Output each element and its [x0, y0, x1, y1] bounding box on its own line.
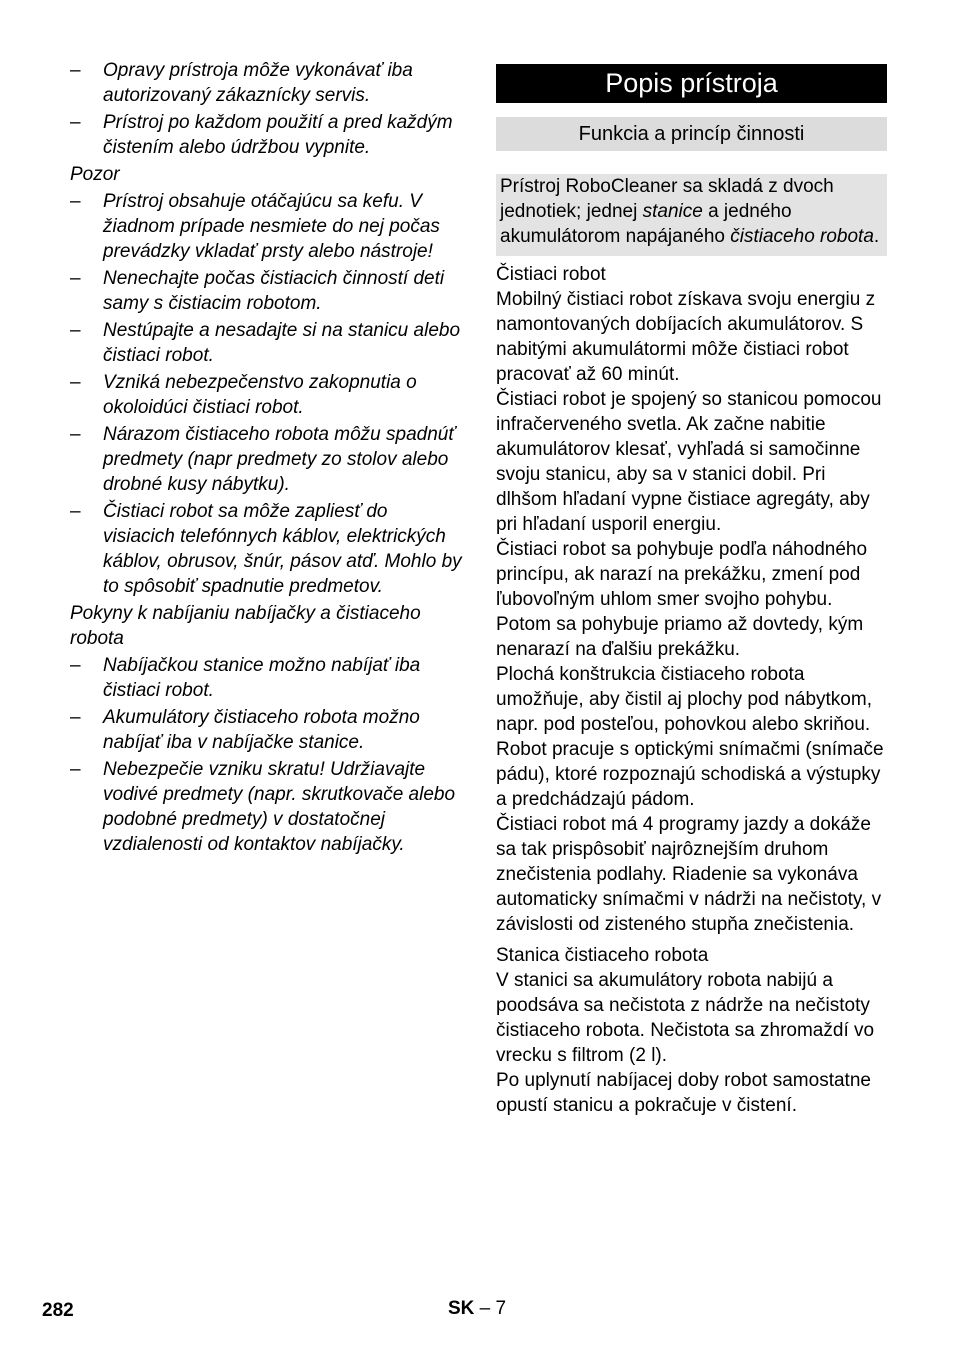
- right-column: [496, 64, 887, 1118]
- paragraph: Mobilný čistiaci robot získava svoju energiu z namontovaných dobíjacích akumulátorov. S nabitými akumulátormi môže čistiaci robot pracovať až 60 minút.: [496, 289, 876, 385]
- paragraph: Čistiaci robot je spojený so stanicou pomocou infračerveného svetla. Ak začne nabitie akumulátorov klesať, vyhľadá si samočinne svoju stanicu, aby sa v stanici dobil. Pri dlhšom hľadaní vypne čistiace agregáty, aby pri hľadaní usporil energiu.: [496, 389, 882, 535]
- list-item-text: Opravy prístroja môže vykonávať iba autorizovaný zákaznícky servis.: [103, 60, 413, 106]
- list-item-text: Prístroj po každom použití a pred každým čistením alebo údržbou vypnite.: [103, 112, 453, 158]
- intro-box: [496, 174, 887, 256]
- dash: –: [70, 320, 81, 341]
- list-item: [70, 189, 462, 264]
- paragraph: Čistiaci robot má 4 programy jazdy a dokáže sa tak prispôsobiť najrôznejším druhom znečistenia podlahy. Riadenie sa vykonáva automaticky snímačmi v nádrži na nečistoty, v závislosti od zisteného stupňa znečistenia.: [496, 814, 882, 935]
- list-item: [70, 58, 462, 108]
- paragraph: Robot pracuje s optickými snímačmi (snímače pádu), ktoré rozpoznajú schodiská a výstupky a predchádzajú pádom.: [496, 739, 884, 810]
- dash: –: [70, 191, 81, 212]
- left-column: [70, 58, 462, 859]
- intro-text: .: [873, 226, 880, 247]
- section-number: – 7: [474, 1298, 507, 1319]
- robot-heading: Čistiaci robot: [496, 264, 606, 285]
- intro-emphasis: stanice: [642, 201, 703, 222]
- paragraph: V stanici sa akumulátory robota nabijú a poodsáva sa nečistota z nádrže na nečistoty čistiaceho robota. Nečistota sa zhromaždí vo vrecku s filtrom (2 l).: [496, 970, 875, 1066]
- intro-text: Prístroj RoboCleaner sa skladá z dvoch jednotiek; jednej: [500, 176, 834, 222]
- language-code: SK: [448, 1298, 475, 1319]
- dash: –: [70, 372, 81, 393]
- list-item-text: Nárazom čistiaceho robota môžu spadnúť predmety (napr predmety zo stolov alebo drobné kusy nábytku).: [103, 424, 456, 495]
- list-item-text: Nestúpajte a nesadajte si na stanicu alebo čistiaci robot.: [103, 320, 461, 366]
- dash: –: [70, 707, 81, 728]
- paragraph: Plochá konštrukcia čistiaceho robota umožňuje, aby čistil aj plochy pod nábytkom, napr. pod posteľou, pohovkou alebo skriňou.: [496, 664, 872, 735]
- dash: –: [70, 60, 81, 81]
- dash: –: [70, 655, 81, 676]
- list-item-text: Akumulátory čistiaceho robota možno nabíjať iba v nabíjačke stanice.: [103, 707, 420, 753]
- dash: –: [70, 759, 81, 780]
- station-heading: Stanica čistiaceho robota: [496, 945, 709, 966]
- dash: –: [70, 424, 81, 445]
- list-item: [70, 266, 462, 316]
- list-item-text: Nabíjačkou stanice možno nabíjať iba čistiaci robot.: [103, 655, 421, 701]
- page-number: 282: [42, 1300, 74, 1321]
- subsection-title: Funkcia a princíp činnosti: [496, 117, 887, 151]
- dash: –: [70, 501, 81, 522]
- list-item: [70, 705, 462, 755]
- list-item-text: Nebezpečie vzniku skratu! Udržiavajte vodivé predmety (napr. skrutkovače alebo podobné predmety) v dostatočnej vzdialenosti od kontaktov nabíjačky.: [103, 759, 456, 855]
- paragraph: Po uplynutí nabíjacej doby robot samostatne opustí stanicu a pokračuje v čistení.: [496, 1070, 871, 1116]
- list-item-text: Prístroj obsahuje otáčajúcu sa kefu. V žiadnom prípade nesmiete do nej počas prevádzky vkladať prsty alebo nástroje!: [103, 191, 440, 262]
- pozor-label: Pozor: [70, 164, 120, 185]
- list-item: [70, 370, 462, 420]
- list-item: [70, 757, 462, 857]
- list-item: [70, 499, 462, 599]
- list-item: [70, 653, 462, 703]
- section-title: Popis prístroja: [496, 64, 887, 103]
- charging-label: Pokyny k nabíjaniu nabíjačky a čistiaceho robota: [70, 603, 421, 649]
- list-item-text: Čistiaci robot sa môže zapliesť do visiacich telefónnych káblov, elektrických káblov, obrusov, šnúr, pásov atď. Mohlo by to spôsobiť spadnutie predmetov.: [103, 501, 462, 597]
- dash: –: [70, 268, 81, 289]
- list-item-text: Vzniká nebezpečenstvo zakopnutia o okoloidúci čistiaci robot.: [103, 372, 417, 418]
- list-item: [70, 318, 462, 368]
- list-item-text: Nenechajte počas čistiacich činností deti samy s čistiacim robotom.: [103, 268, 445, 314]
- paragraph: Čistiaci robot sa pohybuje podľa náhodného princípu, ak narazí na prekážku, zmení pod ľubovoľným uhlom smer svojho pohybu. Potom sa pohybuje priamo až dovtedy, kým nenarazí na ďalšiu prekážku.: [496, 539, 868, 660]
- intro-text: a jedného akumulátorom napájaného: [500, 201, 792, 247]
- footer-section: [448, 1296, 506, 1321]
- list-item: [70, 422, 462, 497]
- intro-emphasis: čistiaceho robota: [730, 226, 874, 247]
- dash: –: [70, 112, 81, 133]
- list-item: [70, 110, 462, 160]
